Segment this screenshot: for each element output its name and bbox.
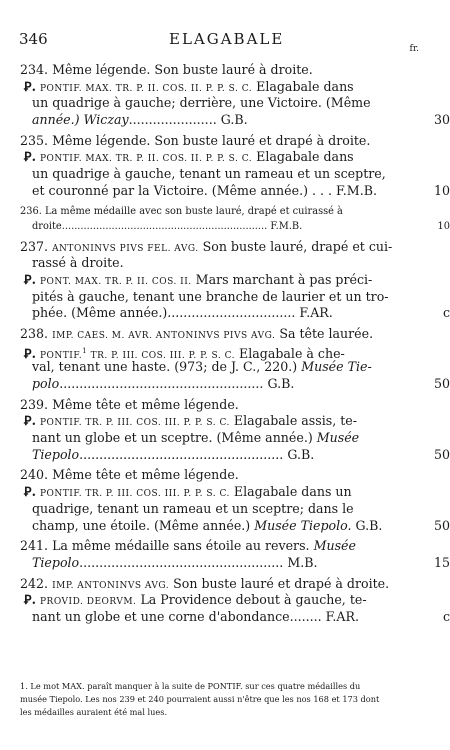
entry-line [20, 538, 406, 555]
description-text: champ, une étoile. (Même année.) [32, 517, 251, 533]
description-text: quadrige, tenant un rameau et un sceptre; dans le [32, 500, 354, 516]
price-value: 10 [437, 221, 450, 232]
entry-line [20, 592, 406, 609]
price-value: 50 [433, 517, 450, 533]
description-text: La même médaille sans étoile au revers. [52, 538, 310, 554]
coin-legend: PROVID. DEORVM. [40, 597, 137, 608]
entry-e237 [20, 238, 450, 322]
currency-label: fr. [409, 44, 419, 54]
reverse-marker: Ꝑ. [24, 78, 36, 94]
metal-size: F.M.B. [336, 182, 377, 198]
page-number: 346 [19, 30, 48, 48]
collection-name: Musée Tiepolo. [254, 517, 352, 533]
collection-name: Musée [313, 538, 356, 554]
entry-line [20, 376, 450, 393]
entry-number: 241. [20, 538, 49, 554]
reverse-marker: Ꝑ. [24, 271, 36, 287]
coin-legend: PONTIF. TR. P. III. COS. III. P. P. S. C. [40, 489, 230, 500]
price-value: c [442, 305, 450, 321]
price-value: 50 [433, 446, 450, 462]
entry-e242 [20, 575, 450, 626]
footnote-line: musée Tiepolo. Les nos 239 et 240 pourraient aussi n'être que les nos 168 et 173 dont [20, 694, 380, 704]
entry-number: 238. [20, 325, 49, 341]
entry-line [20, 62, 406, 79]
metal-size: G.B. [355, 517, 383, 533]
entry-line [20, 182, 450, 200]
description-text: un quadrige à gauche; derrière, une Victoire. (Même [32, 95, 371, 111]
price-value: c [442, 608, 450, 624]
entry-e234 [20, 62, 450, 129]
metal-size: M.B. [287, 554, 318, 570]
description-text: Même tête et même légende. [52, 467, 239, 483]
metal-size: G.B. [287, 446, 315, 462]
footnote-line: les médailles auraient été mal lues. [20, 707, 168, 717]
description-text: Elagabale à che- [239, 345, 345, 361]
description-text: droite [32, 221, 62, 232]
description-text: Elagabale dans un [233, 484, 352, 500]
coin-legend: IMP. CAES. M. AVR. ANTONINVS PIVS AVG. [52, 330, 276, 341]
description-text: Même légende. Son buste lauré à droite. [52, 62, 313, 77]
description-text: La Providence debout à gauche, te- [140, 592, 367, 608]
description-text: Sa tête laurée. [279, 325, 374, 341]
entry-line [20, 219, 450, 235]
entry-line [20, 239, 406, 256]
description-text: Son buste lauré, drapé et cui- [202, 238, 393, 254]
collection-name: Musée [316, 430, 360, 446]
entry-line [20, 79, 406, 96]
leader-dots: ................................................... [79, 446, 284, 462]
entry-number: 239. [20, 396, 49, 412]
metal-size: F.AR. [299, 305, 333, 321]
page-header [19, 30, 419, 54]
metal-size: G.B. [267, 376, 295, 391]
description-text: et couronné par la Victoire. (Même année.) . . . [32, 182, 333, 198]
entry-line [20, 204, 406, 220]
description-text: nant un globe et un sceptre. (Même année.) [32, 430, 313, 446]
description-text: rassé à droite. [32, 255, 124, 271]
description-text: Son buste lauré et drapé à droite. [173, 575, 390, 591]
leader-dots: ................................................... [59, 376, 264, 391]
entry-line [20, 467, 406, 484]
entry-line [20, 501, 406, 518]
entry-line [20, 430, 406, 447]
description-text: phée. (Même année.) [32, 305, 168, 321]
entry-line [20, 446, 450, 464]
coin-legend: ANTONINVS PIVS FEL. AVG. [52, 243, 199, 254]
entry-e239 [20, 396, 450, 464]
metal-size: F.AR. [325, 608, 360, 624]
collection-name: Tiepolo [32, 446, 80, 462]
entry-line [20, 608, 450, 626]
collection-name: Tiepolo [32, 554, 80, 570]
leader-dots: .................................................................. [61, 221, 268, 232]
entry-line [20, 166, 406, 183]
coin-legend: IMP. ANTONINVS AVG. [52, 580, 170, 591]
reverse-marker: Ꝑ. [24, 149, 36, 165]
entry-line [20, 305, 450, 322]
footnote-ref: 1 [82, 346, 87, 355]
coin-legend: TR. P. III. COS. III. P. P. S. C. [90, 350, 236, 361]
price-value: 10 [433, 182, 450, 198]
description-text: Elagabale dans [256, 78, 354, 94]
description-text: Même tête et même légende. [52, 396, 239, 412]
entry-line [20, 413, 406, 430]
price-value: 50 [433, 376, 450, 391]
coin-legend: PONT. MAX. TR. P. II. COS. II. [40, 276, 192, 287]
description-text: nant un globe et une corne d'abondance [32, 608, 290, 624]
coin-legend: PONTIF. TR. P. III. COS. III. P. P. S. C. [40, 418, 230, 429]
metal-size: G.B. [220, 112, 248, 128]
entry-e238 [20, 325, 450, 393]
entry-e235 [20, 132, 450, 200]
entry-number: 236. [20, 205, 42, 217]
entry-number: 234. [20, 62, 49, 77]
entry-line [20, 149, 406, 166]
footnote-line: 1. Le mot MAX. paraît manquer à la suite de PONTIF. sur ces quatre médailles du [20, 681, 361, 691]
entry-line [20, 576, 406, 593]
entry-e236 [20, 204, 450, 235]
reverse-marker: Ꝑ. [24, 413, 36, 429]
description-text: Elagabale assis, te- [233, 413, 357, 429]
entry-line [20, 343, 406, 360]
entry-number: 240. [20, 467, 49, 483]
coin-legend: PONTIF. MAX. TR. P. II. COS. II. P. P. S. C. [40, 154, 253, 165]
running-title: ELAGABALE [169, 30, 285, 48]
description-text: La même médaille avec son buste lauré, drapé et cuirassé à [44, 205, 343, 217]
entry-line [20, 112, 450, 129]
description-text: Même légende. Son buste lauré et drapé à droite. [52, 132, 371, 148]
entry-line [20, 255, 406, 272]
coin-legend: PONTIF. MAX. TR. P. II. COS. II. P. P. S. C. [40, 83, 253, 94]
reverse-marker: Ꝑ. [24, 484, 36, 500]
footnote [20, 680, 430, 719]
entry-line [20, 359, 406, 376]
description-text: Elagabale dans [256, 149, 354, 165]
coin-legend: PONTIF. [40, 350, 83, 361]
leader-dots: ................................ [167, 305, 296, 321]
reverse-marker: Ꝑ. [24, 345, 36, 361]
metal-size: F.M.B. [270, 221, 303, 232]
entry-line [20, 484, 406, 501]
entry-line [20, 289, 406, 306]
entry-line [20, 133, 406, 150]
collection-name: polo [32, 376, 60, 391]
reverse-marker: Ꝑ. [24, 592, 36, 608]
collection-name: Musée Tie- [301, 359, 372, 375]
entry-number: 235. [20, 132, 49, 148]
description-text: pités à gauche, tenant une branche de laurier et un tro- [32, 288, 389, 304]
leader-dots: ................................................... [79, 554, 284, 570]
price-value: 30 [433, 112, 450, 128]
entry-line [20, 95, 406, 112]
leader-dots: ...................... [128, 112, 217, 128]
collection-name: année.) Wiczay [32, 112, 129, 128]
entry-line [20, 517, 450, 535]
catalogue-entries [20, 62, 450, 626]
entry-line [20, 326, 406, 343]
entry-e241 [20, 538, 450, 571]
leader-dots: ........ [289, 608, 322, 624]
entry-line [20, 397, 406, 414]
description-text: val, tenant une haste. (973; de J. C., 220.) [32, 359, 298, 375]
entry-line [20, 554, 450, 572]
description-text: un quadrige à gauche, tenant un rameau et un sceptre, [32, 166, 386, 182]
price-value: 15 [433, 554, 450, 570]
entry-line [20, 272, 406, 289]
entry-number: 242. [20, 575, 49, 591]
entry-number: 237. [20, 238, 49, 254]
entry-e240 [20, 467, 450, 534]
description-text: Mars marchant à pas préci- [195, 271, 373, 287]
